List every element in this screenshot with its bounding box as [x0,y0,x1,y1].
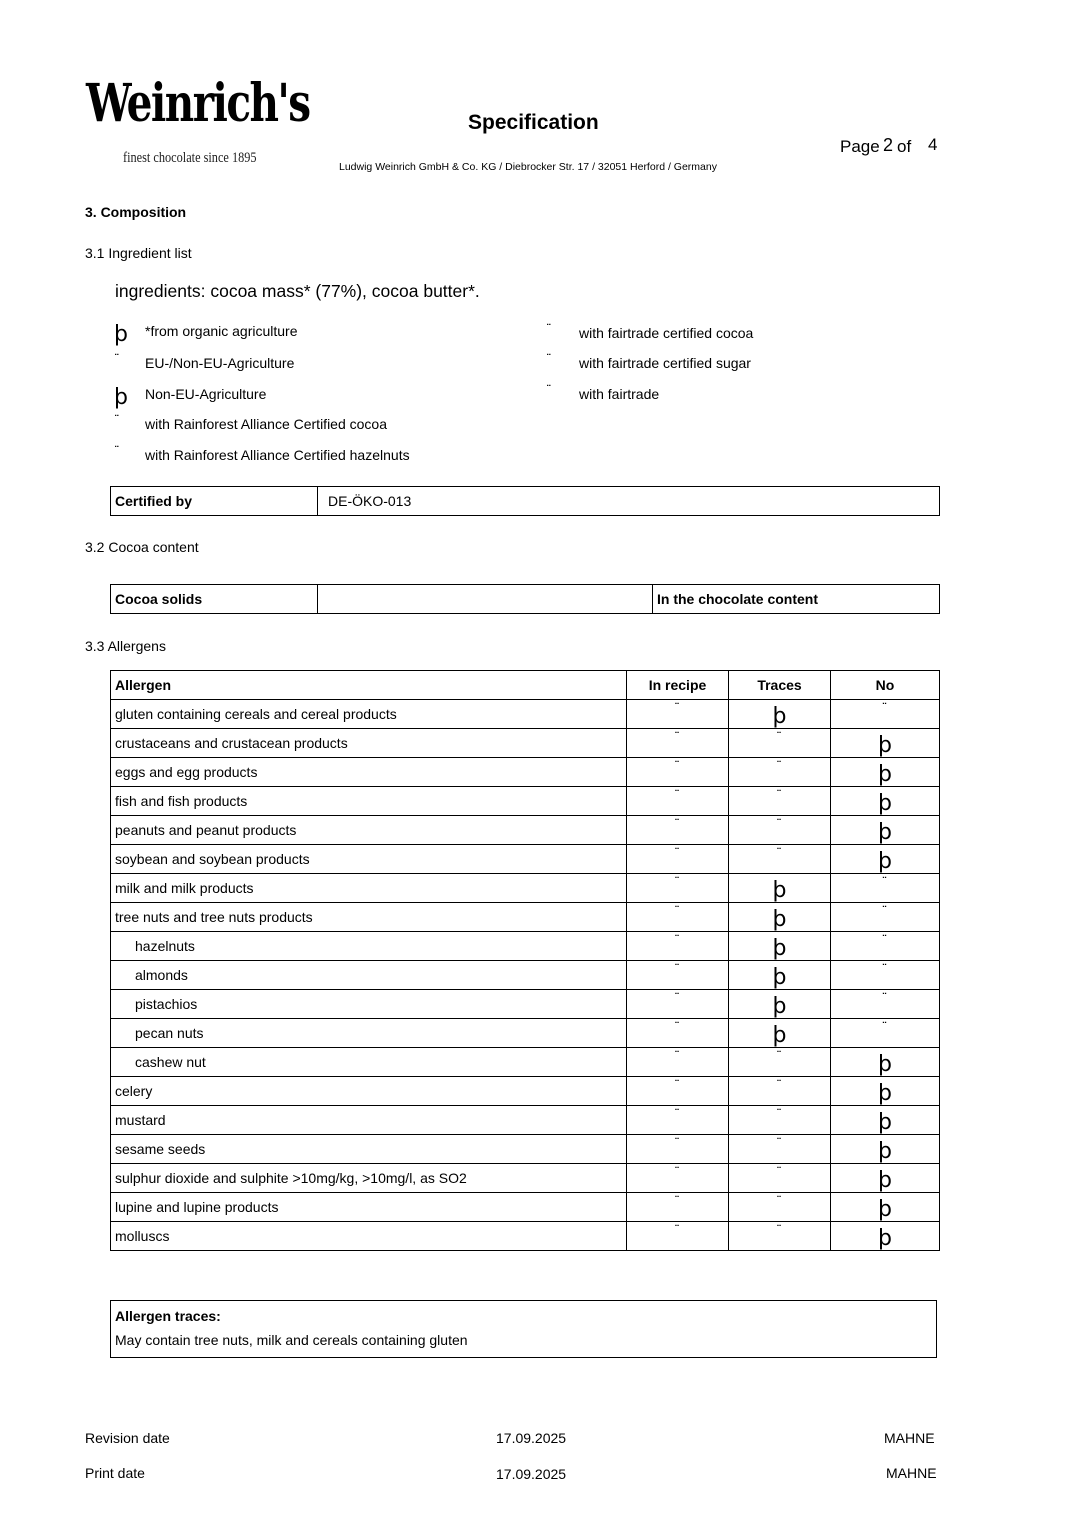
unchecked-box-icon: ¨ [674,788,681,801]
allergen-row [111,845,940,874]
allergen-no-cell [831,1222,940,1251]
allergen-row [111,1135,940,1164]
cocoa-solids-label: Cocoa solids [111,585,318,614]
option-label: with fairtrade certified cocoa [579,325,754,341]
allergen-no-cell [831,1048,940,1077]
certified-by-label: Certified by [111,487,318,516]
allergen-table-header [111,671,940,700]
company-address: Ludwig Weinrich GmbH & Co. KG / Diebrocker Str. 17 / 32051 Herford / Germany [339,161,717,173]
unchecked-box-icon: ¨ [546,352,553,365]
allergen-name: mustard [111,1106,627,1135]
allergen-name: crustaceans and crustacean products [111,729,627,758]
option-label: with fairtrade [579,386,660,402]
allergen-name: celery [111,1077,627,1106]
unchecked-box-icon: ¨ [674,730,681,743]
allergen-no-cell [831,990,940,1019]
unchecked-box-icon: ¨ [674,1194,681,1207]
allergen-row [111,1019,940,1048]
allergen-no-cell [831,903,940,932]
allergen-row [111,990,940,1019]
unchecked-box-icon: ¨ [674,1078,681,1091]
checked-box-icon: þ [878,1052,892,1077]
allergen-traces-cell [729,961,831,990]
checked-box-icon: þ [772,704,787,729]
allergen-no-cell [831,1135,940,1164]
allergen-row [111,1077,940,1106]
allergen-no-cell [831,1106,940,1135]
checked-box-icon: þ [878,849,892,874]
allergen-row [111,1164,940,1193]
allergen-name: cashew nut [111,1048,627,1077]
revision-author: MAHNE [884,1430,935,1446]
option-label: with Rainforest Alliance Certified cocoa [145,416,388,432]
allergen-name: fish and fish products [111,787,627,816]
unchecked-box-icon: ¨ [674,846,681,859]
allergen-traces-cell [729,874,831,903]
allergen-name: milk and milk products [111,874,627,903]
allergen-name: pecan nuts [111,1019,627,1048]
checked-box-icon: þ [878,1139,892,1164]
allergen-name: lupine and lupine products [111,1193,627,1222]
unchecked-box-icon: ¨ [674,875,681,888]
allergen-row [111,1222,940,1251]
ingredient-list-text: ingredients: cocoa mass* (77%), cocoa butter*. [115,281,480,301]
page-of-label: of [897,137,912,156]
header-traces: Traces [729,671,831,700]
page-total: 4 [928,135,938,154]
allergen-name: soybean and soybean products [111,845,627,874]
allergen-traces-cell [729,816,831,845]
allergen-name: hazelnuts [111,932,627,961]
allergen-traces-cell [729,903,831,932]
revision-date-label: Revision date [85,1430,170,1446]
company-logo-name: Weinrich's [86,73,310,134]
checked-box-icon: þ [114,322,128,347]
unchecked-box-icon: ¨ [776,1165,783,1178]
allergen-row [111,729,940,758]
allergen-no-cell [831,961,940,990]
checked-box-icon: þ [878,1110,892,1135]
allergen-traces-cell [729,845,831,874]
allergen-in-recipe-cell [627,1019,729,1048]
unchecked-box-icon: ¨ [674,1223,681,1236]
option-label: EU-/Non-EU-Agriculture [145,355,295,371]
unchecked-box-icon: ¨ [881,991,889,1004]
allergen-no-cell [831,1164,940,1193]
unchecked-box-icon: ¨ [674,1049,681,1062]
allergen-row [111,1193,940,1222]
unchecked-box-icon: ¨ [881,1020,889,1033]
allergen-traces-text: May contain tree nuts, milk and cereals containing gluten [115,1332,468,1348]
cocoa-in-chocolate-label: In the chocolate content [653,585,940,614]
unchecked-box-icon: ¨ [776,1107,783,1120]
allergen-name: pistachios [111,990,627,1019]
allergen-name: sesame seeds [111,1135,627,1164]
allergen-in-recipe-cell [627,1048,729,1077]
allergen-traces-cell [729,932,831,961]
allergen-name: gluten containing cereals and cereal products [111,700,627,729]
section-heading-composition: 3. Composition [85,204,187,220]
cocoa-content-table [110,584,940,614]
allergen-traces-cell [729,1193,831,1222]
allergen-in-recipe-cell [627,816,729,845]
unchecked-box-icon: ¨ [674,817,681,830]
unchecked-box-icon: ¨ [881,701,889,714]
unchecked-box-icon: ¨ [776,788,783,801]
allergen-row [111,816,940,845]
unchecked-box-icon: ¨ [881,962,889,975]
checked-box-icon: þ [772,936,787,961]
unchecked-box-icon: ¨ [674,1165,681,1178]
subsection-heading-ingredients: 3.1 Ingredient list [85,245,192,261]
checked-box-icon: þ [878,1168,892,1193]
allergen-traces-cell [729,1164,831,1193]
allergen-traces-cell [729,1048,831,1077]
allergen-in-recipe-cell [627,758,729,787]
subsection-heading-allergens: 3.3 Allergens [85,638,166,654]
allergen-traces-cell [729,729,831,758]
unchecked-box-icon: ¨ [776,846,783,859]
unchecked-box-icon: ¨ [776,1049,783,1062]
allergen-no-cell [831,845,940,874]
checked-box-icon: þ [772,878,787,903]
allergen-in-recipe-cell [627,1106,729,1135]
allergen-traces-cell [729,1106,831,1135]
allergen-traces-cell [729,1222,831,1251]
allergen-in-recipe-cell [627,990,729,1019]
allergen-in-recipe-cell [627,932,729,961]
option-label: *from organic agriculture [145,323,298,339]
allergen-table [110,670,940,1251]
allergen-traces-box [110,1300,937,1358]
checked-box-icon: þ [878,733,892,758]
unchecked-box-icon: ¨ [776,817,783,830]
unchecked-box-icon: ¨ [881,904,889,917]
unchecked-box-icon: ¨ [674,1136,681,1149]
company-logo-tagline: finest chocolate since 1895 [123,150,257,166]
page-number: 2 [883,135,894,155]
allergen-row [111,700,940,729]
unchecked-box-icon: ¨ [674,759,681,772]
allergen-no-cell [831,787,940,816]
allergen-row [111,961,940,990]
document-title: Specification [468,111,599,134]
option-label: with Rainforest Alliance Certified hazelnuts [145,447,410,463]
allergen-in-recipe-cell [627,961,729,990]
checked-box-icon: þ [878,1226,892,1251]
allergen-row [111,1106,940,1135]
checked-box-icon: þ [772,1023,787,1048]
allergen-no-cell [831,816,940,845]
unchecked-box-icon: ¨ [674,1107,681,1120]
checked-box-icon: þ [114,385,128,410]
unchecked-box-icon: ¨ [674,1020,681,1033]
allergen-traces-title: Allergen traces: [115,1308,221,1324]
allergen-row [111,1048,940,1077]
allergen-name: eggs and egg products [111,758,627,787]
certified-by-value: DE-ÖKO-013 [318,487,940,516]
allergen-traces-cell [729,700,831,729]
allergen-in-recipe-cell [627,1222,729,1251]
allergen-row [111,787,940,816]
print-date-label: Print date [85,1465,145,1481]
unchecked-box-icon: ¨ [114,352,121,365]
unchecked-box-icon: ¨ [776,1136,783,1149]
unchecked-box-icon: ¨ [546,383,553,396]
allergen-no-cell [831,874,940,903]
header-allergen: Allergen [111,671,627,700]
checked-box-icon: þ [772,994,787,1019]
option-label: Non-EU-Agriculture [145,386,267,402]
allergen-table-body [111,700,940,1251]
checked-box-icon: þ [878,791,892,816]
unchecked-box-icon: ¨ [674,933,681,946]
unchecked-box-icon: ¨ [674,991,681,1004]
unchecked-box-icon: ¨ [881,933,889,946]
allergen-traces-cell [729,787,831,816]
allergen-no-cell [831,932,940,961]
unchecked-box-icon: ¨ [674,962,681,975]
certified-by-table [110,486,940,516]
allergen-traces-cell [729,1135,831,1164]
checked-box-icon: þ [878,820,892,845]
allergen-in-recipe-cell [627,729,729,758]
allergen-no-cell [831,1019,940,1048]
allergen-traces-cell [729,990,831,1019]
unchecked-box-icon: ¨ [114,413,121,426]
unchecked-box-icon: ¨ [776,1078,783,1091]
allergen-in-recipe-cell [627,1135,729,1164]
unchecked-box-icon: ¨ [776,1223,783,1236]
print-author: MAHNE [886,1465,937,1481]
unchecked-box-icon: ¨ [546,322,553,335]
allergen-name: peanuts and peanut products [111,816,627,845]
cocoa-solids-value [318,585,653,614]
allergen-traces-cell [729,1077,831,1106]
allergen-row [111,932,940,961]
allergen-no-cell [831,1077,940,1106]
unchecked-box-icon: ¨ [776,1194,783,1207]
allergen-name: almonds [111,961,627,990]
allergen-in-recipe-cell [627,1077,729,1106]
allergen-no-cell [831,700,940,729]
checked-box-icon: þ [878,762,892,787]
allergen-in-recipe-cell [627,1193,729,1222]
allergen-name: sulphur dioxide and sulphite >10mg/kg, >10mg/l, as SO2 [111,1164,627,1193]
unchecked-box-icon: ¨ [776,759,783,772]
page-label: Page [840,137,880,156]
allergen-traces-cell [729,758,831,787]
checked-box-icon: þ [878,1197,892,1222]
revision-date-value: 17.09.2025 [496,1430,567,1446]
unchecked-box-icon: ¨ [881,875,889,888]
allergen-row [111,903,940,932]
allergen-no-cell [831,1193,940,1222]
allergen-row [111,874,940,903]
checked-box-icon: þ [772,965,787,990]
allergen-traces-cell [729,1019,831,1048]
unchecked-box-icon: ¨ [674,904,681,917]
checked-box-icon: þ [878,1081,892,1106]
unchecked-box-icon: ¨ [114,444,121,457]
allergen-name: tree nuts and tree nuts products [111,903,627,932]
unchecked-box-icon: ¨ [776,730,783,743]
subsection-heading-cocoa: 3.2 Cocoa content [85,539,199,555]
allergen-name: molluscs [111,1222,627,1251]
allergen-in-recipe-cell [627,845,729,874]
allergen-row [111,758,940,787]
header-in-recipe: In recipe [627,671,729,700]
allergen-no-cell [831,729,940,758]
checked-box-icon: þ [772,907,787,932]
allergen-in-recipe-cell [627,874,729,903]
unchecked-box-icon: ¨ [674,701,681,714]
allergen-in-recipe-cell [627,903,729,932]
allergen-no-cell [831,758,940,787]
print-date-value: 17.09.2025 [496,1466,567,1482]
allergen-in-recipe-cell [627,700,729,729]
header-no: No [831,671,940,700]
allergen-in-recipe-cell [627,1164,729,1193]
allergen-in-recipe-cell [627,787,729,816]
option-label: with fairtrade certified sugar [579,355,751,371]
